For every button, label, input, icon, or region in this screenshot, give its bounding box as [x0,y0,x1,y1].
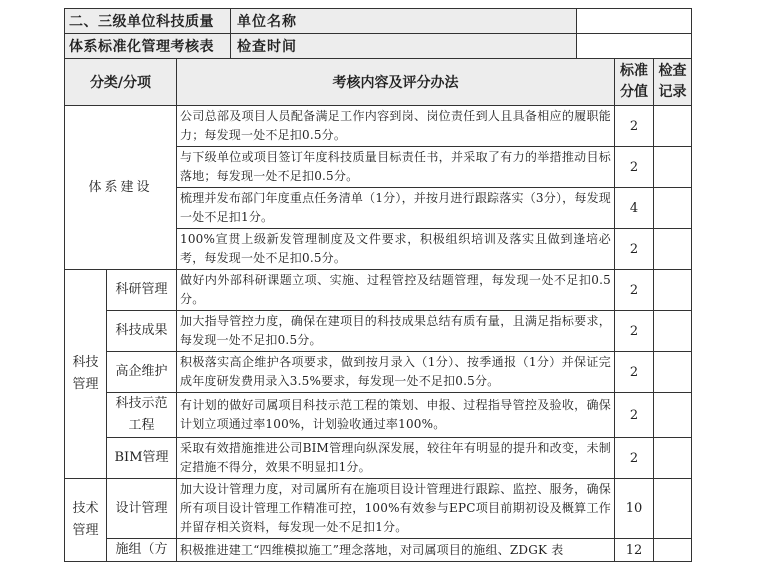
subcategory: 高企维护 [107,352,177,393]
column-score-line2: 分值 [620,84,648,100]
row-content: 100%宣贯上级新发管理制度及文件要求，积极组织培训及落实且做到逢培必考，每发现一处不足扣0.5分。 [177,229,615,270]
unit-name-label-text: 单位名称 [237,14,297,30]
category-techmgmt-line1: 技术 [72,501,99,516]
check-time-label-text: 检查时间 [237,39,297,55]
category-techmgmt-line2: 管理 [72,523,99,538]
table-row [65,270,692,311]
subcategory-line2: 工程 [128,418,155,433]
table-row [65,352,692,393]
column-score [615,59,654,106]
form-title-line1: 二、三级单位科技质量 [65,9,231,34]
row-score: 12 [615,539,654,562]
category-tech-line1: 科技 [72,355,99,370]
row-score: 2 [615,106,654,147]
row-score: 2 [615,393,654,438]
row-content: 做好内外部科研课题立项、实施、过程管控及结题管理，每发现一处不足扣0.5分。 [177,270,615,311]
row-record[interactable] [654,106,692,147]
column-record-line2: 记录 [658,84,687,100]
row-record[interactable] [654,270,692,311]
column-header-row [65,59,692,106]
assessment-table [64,8,692,562]
unit-name-value[interactable] [577,9,692,34]
category-tech-line2: 管理 [72,377,99,392]
column-record-line1: 检查 [658,63,687,79]
subcategory [107,393,177,438]
unit-name-label [231,9,577,34]
category-tech [65,270,107,479]
category-techmgmt [65,479,107,562]
row-score: 4 [615,188,654,229]
assessment-sheet [64,8,691,562]
row-record[interactable] [654,229,692,270]
row-record[interactable] [654,311,692,352]
row-score: 2 [615,147,654,188]
row-record[interactable] [654,352,692,393]
row-content: 梳理并发布部门年度重点任务清单（1分），并按月进行跟踪落实（3分），每发现一处不足扣1分。 [177,188,615,229]
row-score: 10 [615,479,654,539]
row-content: 采取有效措施推进公司BIM管理向纵深发展，较往年有明显的提升和改变，未制定措施不得分，效果不明显扣1分。 [177,438,615,479]
table-row [65,539,692,562]
table-row [65,393,692,438]
table-row [65,311,692,352]
header-row-2 [65,34,692,59]
header-row-1 [65,9,692,34]
subcategory: 设计管理 [107,479,177,539]
row-score: 2 [615,352,654,393]
row-content: 积极推进建工“四维模拟施工”理念落地，对司属项目的施组、ZDGK 表 [177,539,615,562]
row-record[interactable] [654,479,692,539]
check-time-label [231,34,577,59]
form-title-line2: 体系标准化管理考核表 [65,34,231,59]
row-score: 2 [615,270,654,311]
row-content: 公司总部及项目人员配备满足工作内容到岗、岗位责任到人且具备相应的履职能力；每发现一处不足扣0.5分。 [177,106,615,147]
row-score: 2 [615,438,654,479]
row-record[interactable] [654,539,692,562]
column-record [654,59,692,106]
table-row [65,479,692,539]
check-time-value[interactable] [577,34,692,59]
row-score: 2 [615,229,654,270]
table-row [65,106,692,147]
category-system: 体系建设 [65,106,177,270]
subcategory-line1: 科技示范 [115,396,168,411]
row-record[interactable] [654,438,692,479]
row-content: 积极落实高企维护各项要求，做到按月录入（1分）、按季通报（1分）并保证完成年度研发费用录入3.5%要求，每发现一处不足扣0.5分。 [177,352,615,393]
row-record[interactable] [654,188,692,229]
subcategory: BIM管理 [107,438,177,479]
column-category: 分类/分项 [65,59,177,106]
row-content: 加大设计管理力度，对司属所有在施项目设计管理进行跟踪、监控、服务，确保所有项目设计管理工作精准可控，100%有效参与EPC项目前期初设及概算工作并留存相关资料，每发现一处不足扣1分。 [177,479,615,539]
subcategory: 科研管理 [107,270,177,311]
subcategory: 科技成果 [107,311,177,352]
row-record[interactable] [654,393,692,438]
column-content: 考核内容及评分办法 [177,59,615,106]
column-score-line1: 标准 [620,63,648,79]
row-content: 加大指导管控力度，确保在建项目的科技成果总结有质有量，且满足指标要求，每发现一处不足扣0.5分。 [177,311,615,352]
row-content: 与下级单位或项目签订年度科技质量目标责任书，并采取了有力的举措推动目标落地；每发现一处不足扣0.5分。 [177,147,615,188]
table-row [65,438,692,479]
row-score: 2 [615,311,654,352]
subcategory: 施组（方 [107,539,177,562]
row-record[interactable] [654,147,692,188]
row-content: 有计划的做好司属项目科技示范工程的策划、申报、过程指导管控及验收，确保计划立项通过率100%，计划验收通过率100%。 [177,393,615,438]
